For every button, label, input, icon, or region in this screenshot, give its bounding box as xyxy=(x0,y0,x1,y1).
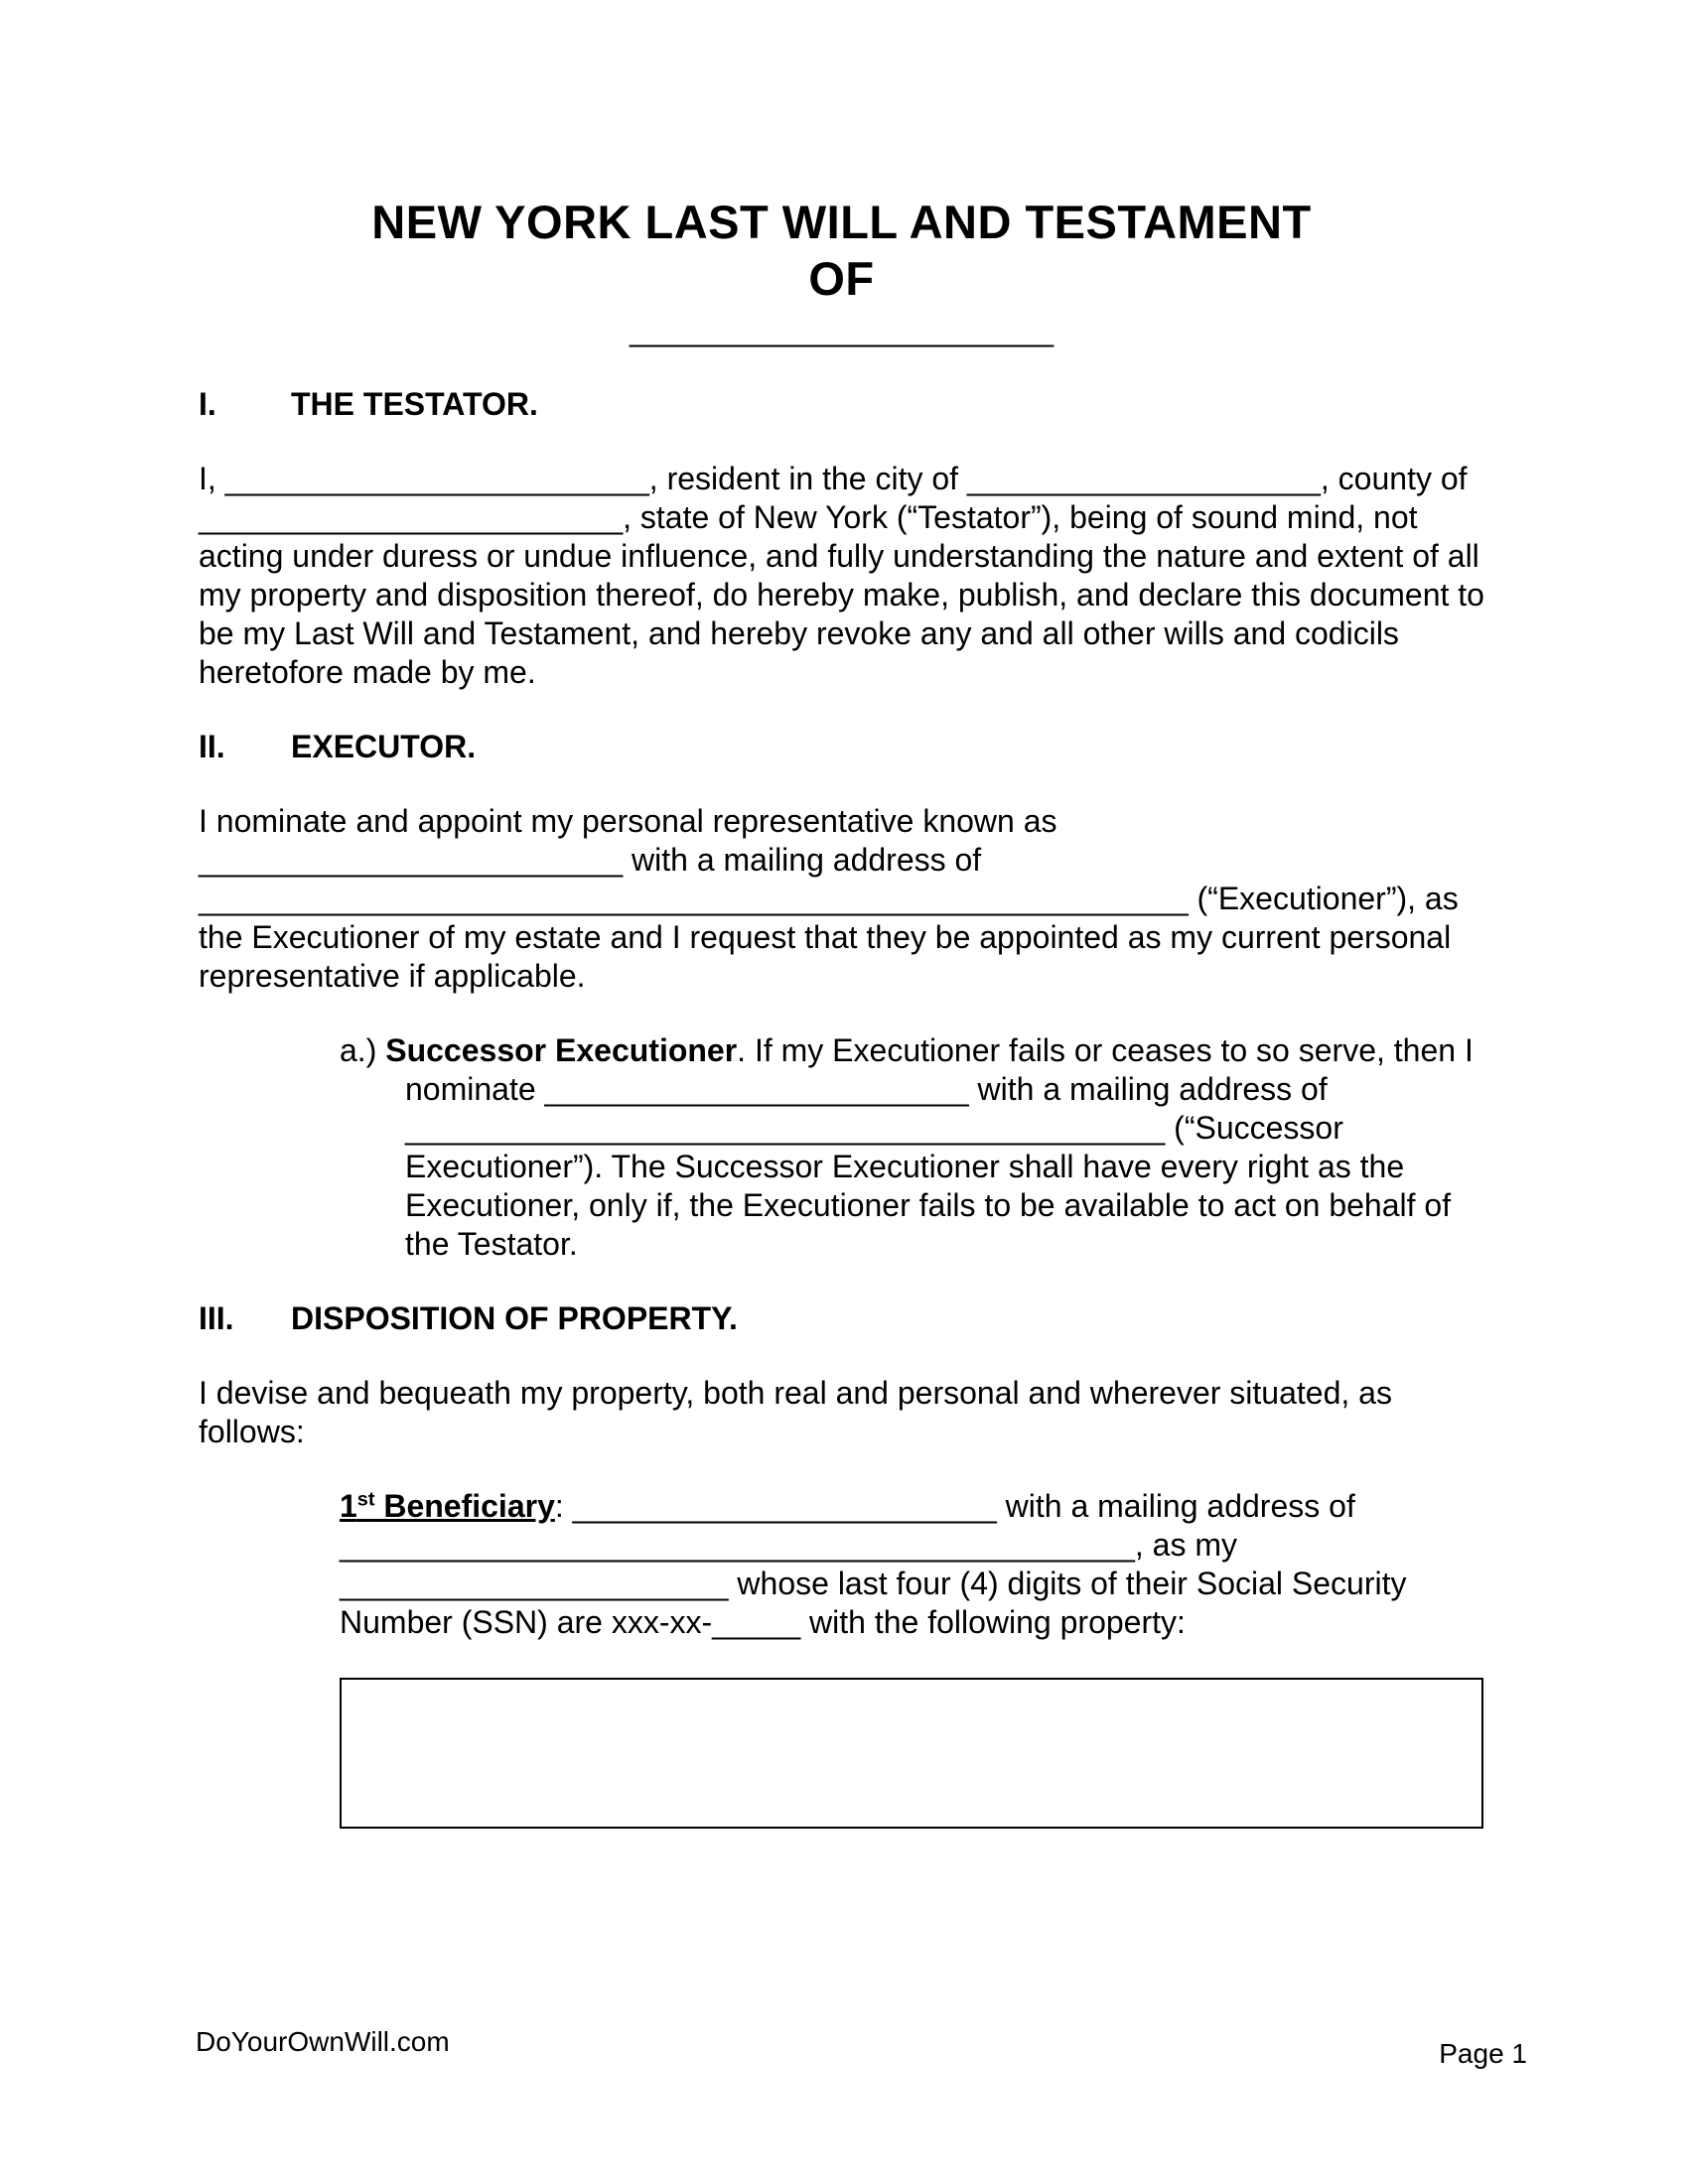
section-title-testator: THE TESTATOR. xyxy=(291,386,538,422)
title-line-1: NEW YORK LAST WILL AND TESTAMENT xyxy=(371,196,1312,248)
beneficiary-clause-text: ________________________ with a mailing address of _____________________________________________, as my ______________________ whose last four (4) digits of their Social Security Number (SSN) are xxx-xx-_____ with the following property: xyxy=(340,1488,1407,1640)
section-title-executor: EXECUTOR. xyxy=(291,729,477,764)
beneficiary-label-separator: : xyxy=(554,1488,573,1524)
footer-page-number: Page 1 xyxy=(1439,2038,1527,2069)
section-numeral-executor: II. xyxy=(199,729,225,764)
beneficiary-label-text: Beneficiary xyxy=(374,1488,555,1524)
footer-site-name: DoYourOwnWill.com xyxy=(196,2026,450,2057)
successor-clause-marker: a.) xyxy=(340,1032,386,1068)
beneficiary-ordinal-number: 1 xyxy=(340,1488,357,1524)
testator-paragraph: I, ________________________, resident in the city of ____________________, county of ________________________, state of New York (“Testator”), being of sound mind, not acting under duress or undue influence, and fully understanding the nature and extent of all my property and disposition thereof, do hereby make, publish, and declare this document to be my Last Will and Testament, and hereby revoke any and all other wills and codicils heretofore made by me. xyxy=(199,461,1484,690)
beneficiary-ordinal-suffix: st xyxy=(356,1488,375,1511)
executor-paragraph: I nominate and appoint my personal representative known as ________________________ with a mailing address of ________________________________________________________ (“Executioner”), as the Executioner of my estate and I request that they be appointed as my current personal representative if applicable. xyxy=(199,803,1459,994)
section-heading-testator xyxy=(199,385,1484,424)
property-description-box xyxy=(340,1678,1483,1829)
title-line-2: OF xyxy=(808,252,875,305)
document-title xyxy=(199,194,1484,307)
section-numeral-disposition: III. xyxy=(199,1300,234,1336)
document-content xyxy=(199,194,1484,1829)
successor-clause-label: Successor Executioner xyxy=(385,1032,738,1068)
successor-clause-text: . If my Executioner fails or ceases to so serve, then I nominate ________________________ with a mailing address of ___________________________________________ (“Successor Executioner”). The Successor Executioner shall have every right as the Executioner, only if, the Executioner fails to be available to act on behalf of the Testator. xyxy=(405,1032,1474,1262)
section-title-disposition: DISPOSITION OF PROPERTY. xyxy=(291,1300,738,1336)
section-numeral-testator: I. xyxy=(199,386,216,422)
disposition-intro-paragraph: I devise and bequeath my property, both real and personal and wherever situated, as follows: xyxy=(199,1375,1392,1449)
successor-executioner-clause xyxy=(340,1031,1484,1264)
section-heading-disposition xyxy=(199,1299,1484,1338)
first-beneficiary-clause xyxy=(340,1487,1484,1642)
section-heading-executor xyxy=(199,728,1484,766)
testator-name-blank: ________________________ xyxy=(629,312,1055,347)
first-beneficiary-label xyxy=(340,1488,555,1524)
